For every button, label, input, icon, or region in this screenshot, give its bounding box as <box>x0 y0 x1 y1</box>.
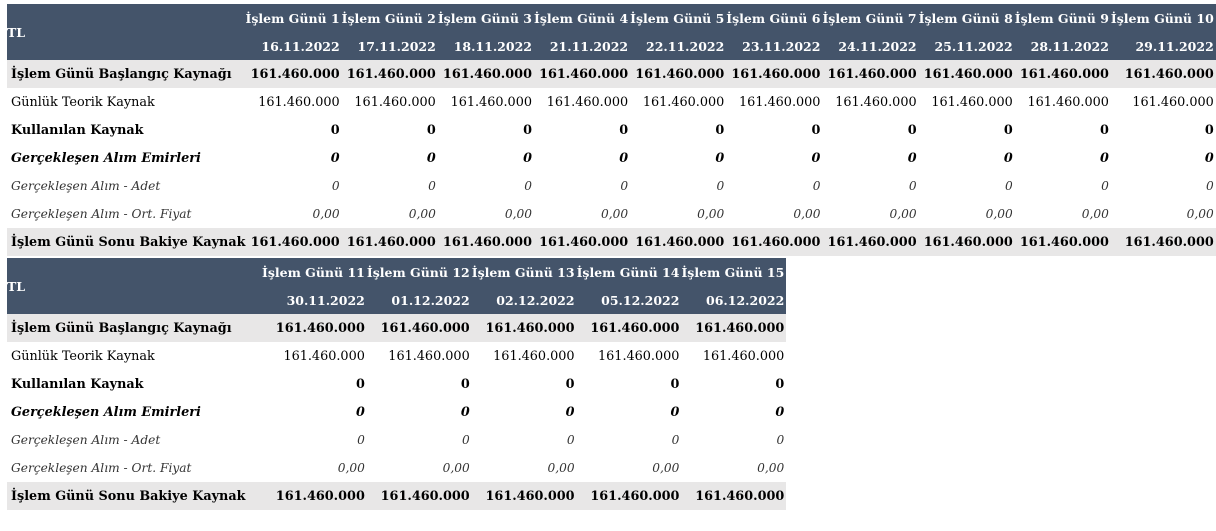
row-value: 0 <box>428 179 436 193</box>
row-value: 0,00 <box>408 207 436 221</box>
row-value: 161.460.000 <box>246 60 342 88</box>
row-value: 161.460.000 <box>472 314 577 342</box>
row-value: 161.460.000 <box>438 228 534 256</box>
row-label: İşlem Günü Başlangıç Kaynağı <box>7 314 262 342</box>
day-name-header: İşlem Günü 10 <box>1111 4 1216 32</box>
row-value: 161.460.000 <box>1015 228 1111 256</box>
row-value: 0 <box>461 433 470 447</box>
row-value: 0 <box>357 433 365 447</box>
row-label: Gerçekleşen Alım Emirleri <box>11 404 201 420</box>
table-row <box>7 60 1216 88</box>
row-value: 161.460.000 <box>931 94 1013 110</box>
row-value: 0 <box>1005 179 1013 193</box>
row-value: 0 <box>907 150 917 166</box>
currency-label: TL <box>7 4 246 60</box>
row-value: 0 <box>1003 122 1013 138</box>
day-date-header: 28.11.2022 <box>1015 32 1111 60</box>
day-date-header: 18.11.2022 <box>438 32 534 60</box>
row-value: 161.460.000 <box>493 348 575 364</box>
table-row <box>7 88 1216 116</box>
row-value: 0 <box>330 150 340 166</box>
row-value: 0,00 <box>547 461 575 475</box>
day-date-header: 23.11.2022 <box>726 32 822 60</box>
row-value: 0 <box>1100 150 1109 166</box>
table-row <box>7 314 786 342</box>
day-name-header: İşlem Günü 2 <box>342 4 438 32</box>
row-value: 0 <box>355 376 365 392</box>
row-value: 0,00 <box>793 207 821 221</box>
day-date-header: 01.12.2022 <box>367 286 472 314</box>
row-value: 0 <box>330 122 340 138</box>
row-value: 161.460.000 <box>1111 60 1216 88</box>
row-label: Gerçekleşen Alım Emirleri <box>11 150 201 166</box>
row-value: 0 <box>523 150 532 166</box>
day-date-header: 25.11.2022 <box>919 32 1015 60</box>
day-date-header: 30.11.2022 <box>262 286 367 314</box>
row-value: 0 <box>775 376 785 392</box>
table-row <box>7 482 786 510</box>
row-value: 0 <box>1204 122 1214 138</box>
day-date-header: 29.11.2022 <box>1111 32 1216 60</box>
row-value: 0 <box>619 150 629 166</box>
row-value: 161.460.000 <box>438 60 534 88</box>
day-name-header: İşlem Günü 15 <box>681 258 786 286</box>
row-value: 0 <box>460 376 470 392</box>
row-value: 0 <box>716 179 725 193</box>
row-value: 0,00 <box>889 207 917 221</box>
day-name-header: İşlem Günü 6 <box>726 4 822 32</box>
table-row <box>7 228 1216 256</box>
row-value: 0 <box>907 122 917 138</box>
row-value: 0 <box>715 150 725 166</box>
row-value: 0,00 <box>504 207 532 221</box>
day-date-header: 21.11.2022 <box>534 32 630 60</box>
row-value: 161.460.000 <box>726 60 822 88</box>
row-value: 161.460.000 <box>577 314 682 342</box>
row-value: 0,00 <box>697 207 725 221</box>
row-value: 0 <box>670 376 680 392</box>
row-value: 161.460.000 <box>354 94 436 110</box>
row-label: Gerçekleşen Alım - Ort. Fiyat <box>11 461 192 475</box>
row-value: 0 <box>565 376 575 392</box>
day-name-header: İşlem Günü 5 <box>630 4 726 32</box>
row-value: 161.460.000 <box>1015 60 1111 88</box>
day-name-header: İşlem Günü 14 <box>577 258 682 286</box>
row-value: 161.460.000 <box>283 348 365 364</box>
row-value: 0 <box>775 404 785 420</box>
row-label: Kullanılan Kaynak <box>11 376 144 392</box>
day-name-header: İşlem Günü 4 <box>534 4 630 32</box>
row-value: 0 <box>1204 150 1214 166</box>
row-value: 161.460.000 <box>702 348 785 364</box>
row-value: 0 <box>355 404 365 420</box>
row-value: 161.460.000 <box>630 60 726 88</box>
table-row <box>7 116 1216 144</box>
day-name-header: İşlem Günü 13 <box>472 258 577 286</box>
day-name-header: İşlem Günü 9 <box>1015 4 1111 32</box>
row-label: Günlük Teorik Kaynak <box>11 348 155 364</box>
row-value: 0 <box>1206 179 1214 193</box>
row-value: 161.460.000 <box>919 228 1015 256</box>
row-value: 0 <box>426 150 436 166</box>
row-value: 161.460.000 <box>534 228 630 256</box>
resource-table-2 <box>7 258 786 510</box>
day-date-header: 22.11.2022 <box>630 32 726 60</box>
row-value: 161.460.000 <box>739 94 821 110</box>
row-value: 0,00 <box>1081 207 1109 221</box>
row-value: 161.460.000 <box>1027 94 1109 110</box>
row-label: Gerçekleşen Alım - Adet <box>11 179 161 193</box>
day-date-header: 05.12.2022 <box>577 286 682 314</box>
row-value: 0 <box>619 122 629 138</box>
row-value: 161.460.000 <box>262 314 367 342</box>
row-value: 161.460.000 <box>262 482 367 510</box>
resource-table-1 <box>7 4 1216 256</box>
day-date-header: 06.12.2022 <box>681 286 786 314</box>
row-value: 0 <box>776 433 785 447</box>
row-value: 161.460.000 <box>681 482 786 510</box>
table-row <box>7 342 786 370</box>
row-value: 0,00 <box>985 207 1013 221</box>
row-value: 0,00 <box>601 207 629 221</box>
day-date-header: 16.11.2022 <box>246 32 342 60</box>
row-value: 0 <box>620 179 629 193</box>
table-row <box>7 200 1216 228</box>
row-value: 0 <box>524 179 532 193</box>
day-name-header: İşlem Günü 3 <box>438 4 534 32</box>
row-value: 161.460.000 <box>258 94 340 110</box>
row-value: 0 <box>908 179 917 193</box>
row-value: 161.460.000 <box>642 94 725 110</box>
row-label: İşlem Günü Sonu Bakiye Kaynak <box>7 228 246 256</box>
row-value: 0 <box>811 150 821 166</box>
row-value: 161.460.000 <box>822 60 918 88</box>
row-value: 161.460.000 <box>835 94 917 110</box>
row-value: 0 <box>426 122 436 138</box>
day-name-header: İşlem Günü 11 <box>262 258 367 286</box>
row-value: 0 <box>671 433 680 447</box>
row-value: 0 <box>565 404 575 420</box>
row-value: 0 <box>566 433 575 447</box>
row-value: 0 <box>1100 122 1109 138</box>
table-row <box>7 144 1216 172</box>
row-value: 0 <box>1101 179 1109 193</box>
day-date-header: 24.11.2022 <box>822 32 918 60</box>
day-name-header: İşlem Günü 1 <box>246 4 342 32</box>
row-value: 0 <box>670 404 680 420</box>
day-date-header: 02.12.2022 <box>472 286 577 314</box>
row-value: 161.460.000 <box>1111 228 1216 256</box>
row-value: 0,00 <box>652 461 680 475</box>
row-value: 161.460.000 <box>388 348 470 364</box>
day-name-header: İşlem Günü 7 <box>822 4 918 32</box>
day-name-header: İşlem Günü 8 <box>919 4 1015 32</box>
row-value: 161.460.000 <box>450 94 532 110</box>
row-value: 161.460.000 <box>681 314 786 342</box>
day-date-header: 17.11.2022 <box>342 32 438 60</box>
row-label: Gerçekleşen Alım - Ort. Fiyat <box>11 207 192 221</box>
row-value: 161.460.000 <box>367 482 472 510</box>
row-value: 0,00 <box>337 461 365 475</box>
row-value: 161.460.000 <box>1132 94 1214 110</box>
row-value: 161.460.000 <box>342 60 438 88</box>
row-value: 0,00 <box>757 461 785 475</box>
table-row <box>7 398 786 426</box>
day-name-header: İşlem Günü 12 <box>367 258 472 286</box>
table-row <box>7 172 1216 200</box>
row-value: 0 <box>460 404 470 420</box>
row-value: 0 <box>812 179 821 193</box>
row-label: Günlük Teorik Kaynak <box>11 94 155 110</box>
row-value: 161.460.000 <box>726 228 822 256</box>
row-label: Kullanılan Kaynak <box>11 122 144 138</box>
row-label: İşlem Günü Başlangıç Kaynağı <box>7 60 246 88</box>
table-row <box>7 454 786 482</box>
row-value: 0,00 <box>442 461 470 475</box>
row-value: 161.460.000 <box>577 482 682 510</box>
currency-label: TL <box>7 258 262 314</box>
row-value: 0 <box>715 122 725 138</box>
row-value: 161.460.000 <box>822 228 918 256</box>
row-value: 161.460.000 <box>342 228 438 256</box>
row-value: 0 <box>1003 150 1013 166</box>
row-value: 161.460.000 <box>919 60 1015 88</box>
row-value: 0,00 <box>312 207 340 221</box>
row-value: 161.460.000 <box>546 94 629 110</box>
row-value: 161.460.000 <box>598 348 680 364</box>
row-value: 161.460.000 <box>630 228 726 256</box>
row-value: 0 <box>523 122 532 138</box>
row-value: 0,00 <box>1186 207 1214 221</box>
row-label: Gerçekleşen Alım - Adet <box>11 433 161 447</box>
table-row <box>7 426 786 454</box>
table-row <box>7 370 786 398</box>
row-value: 0 <box>811 122 821 138</box>
row-value: 161.460.000 <box>246 228 342 256</box>
row-value: 0 <box>331 179 340 193</box>
row-value: 161.460.000 <box>367 314 472 342</box>
row-label: İşlem Günü Sonu Bakiye Kaynak <box>7 482 262 510</box>
row-value: 161.460.000 <box>472 482 577 510</box>
row-value: 161.460.000 <box>534 60 630 88</box>
